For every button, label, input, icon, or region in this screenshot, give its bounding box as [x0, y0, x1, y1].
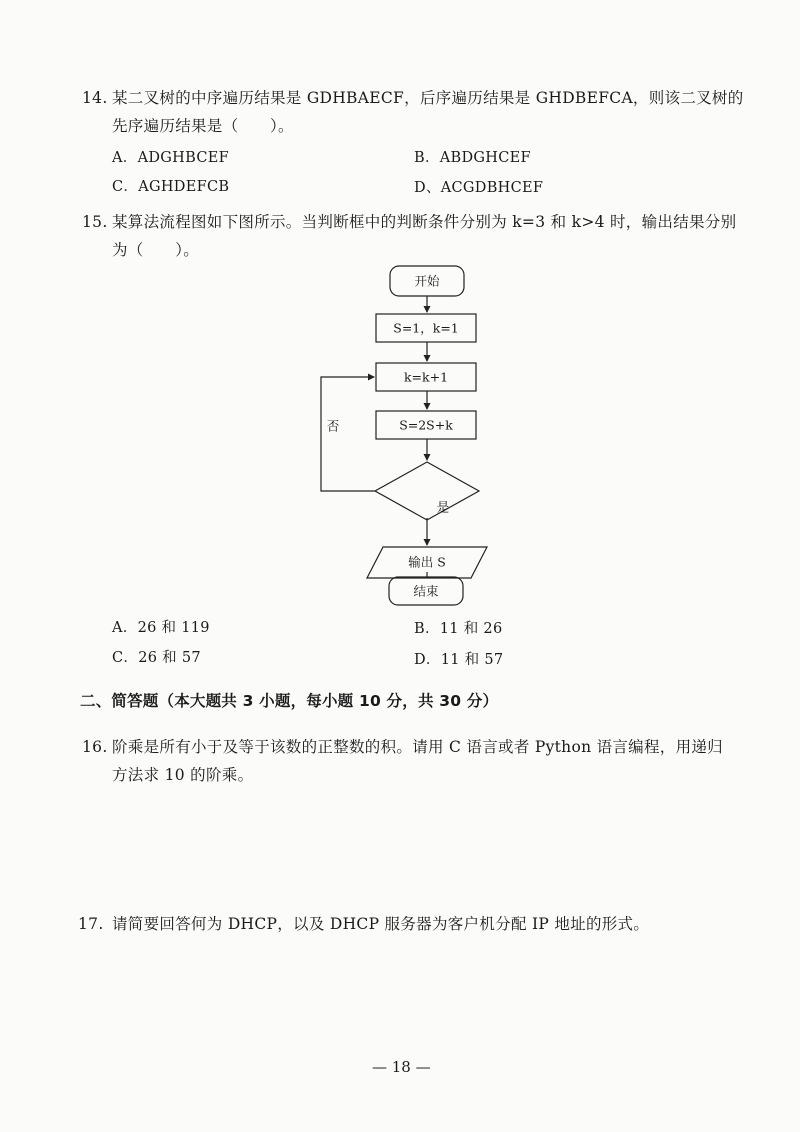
q17-stem: 请简要回答何为 DHCP，以及 DHCP 服务器为客户机分配 IP 地址的形式。 — [112, 915, 650, 933]
flowchart-no-loop-arrow — [321, 377, 375, 491]
flowchart-no-label: 否 — [326, 418, 340, 434]
q16-stem: 阶乘是所有小于及等于该数的正整数的积。请用 C 语言或者 Python 语言编程，用递归 — [112, 738, 723, 756]
q16-number: 16. — [82, 738, 108, 756]
page-number: — 18 — — [372, 1058, 431, 1076]
q14-option-a: A．ADGHBCEF — [112, 150, 229, 166]
section-2-heading: 二、简答题（本大题共 3 小题，每小题 10 分，共 30 分） — [80, 692, 499, 710]
q17-number: 17. — [78, 915, 104, 933]
flowchart-decision-diamond — [375, 462, 479, 520]
q15-number: 15. — [82, 213, 108, 231]
q15-option-c: C．26 和 57 — [112, 650, 201, 666]
algorithm-flowchart — [300, 258, 520, 614]
q14-stem: 某二叉树的中序遍历结果是 GDHBAECF，后序遍历结果是 GHDBEFCA，则该二叉树的 — [112, 89, 744, 107]
q14-option-b: B．ABDGHCEF — [414, 150, 531, 166]
flowchart-increment-label: k=k+1 — [403, 369, 449, 385]
q14-line2: 先序遍历结果是（ ）。 — [112, 117, 294, 135]
q15-option-a: A．26 和 119 — [112, 620, 210, 636]
q15-option-b: B．11 和 26 — [414, 621, 503, 637]
q16-line1 — [82, 735, 723, 757]
flowchart-init-label: S=1，k=1 — [393, 320, 459, 336]
q15-stem: 某算法流程图如下图所示。当判断框中的判断条件分别为 k=3 和 k>4 时，输出结果分别 — [112, 213, 737, 231]
q17-line1 — [78, 912, 649, 934]
flowchart-end-group — [380, 576, 480, 610]
flowchart-end-label: 结束 — [413, 583, 439, 599]
flowchart-update-label: S=2S+k — [399, 417, 453, 433]
q15-option-d: D．11 和 57 — [414, 652, 504, 668]
q15-line1 — [82, 210, 736, 232]
q16-line2: 方法求 10 的阶乘。 — [112, 766, 254, 784]
q14-line1 — [82, 86, 744, 108]
q15-line2: 为（ ）。 — [112, 241, 200, 259]
q14-option-d: D、ACGDBHCEF — [414, 180, 544, 196]
flowchart-output-label: 输出 S — [408, 554, 446, 570]
q14-option-c: C．AGHDEFCB — [112, 179, 230, 195]
flowchart-start-label: 开始 — [414, 273, 440, 289]
flowchart-yes-label: 是 — [436, 499, 450, 515]
q14-number: 14. — [82, 89, 108, 107]
